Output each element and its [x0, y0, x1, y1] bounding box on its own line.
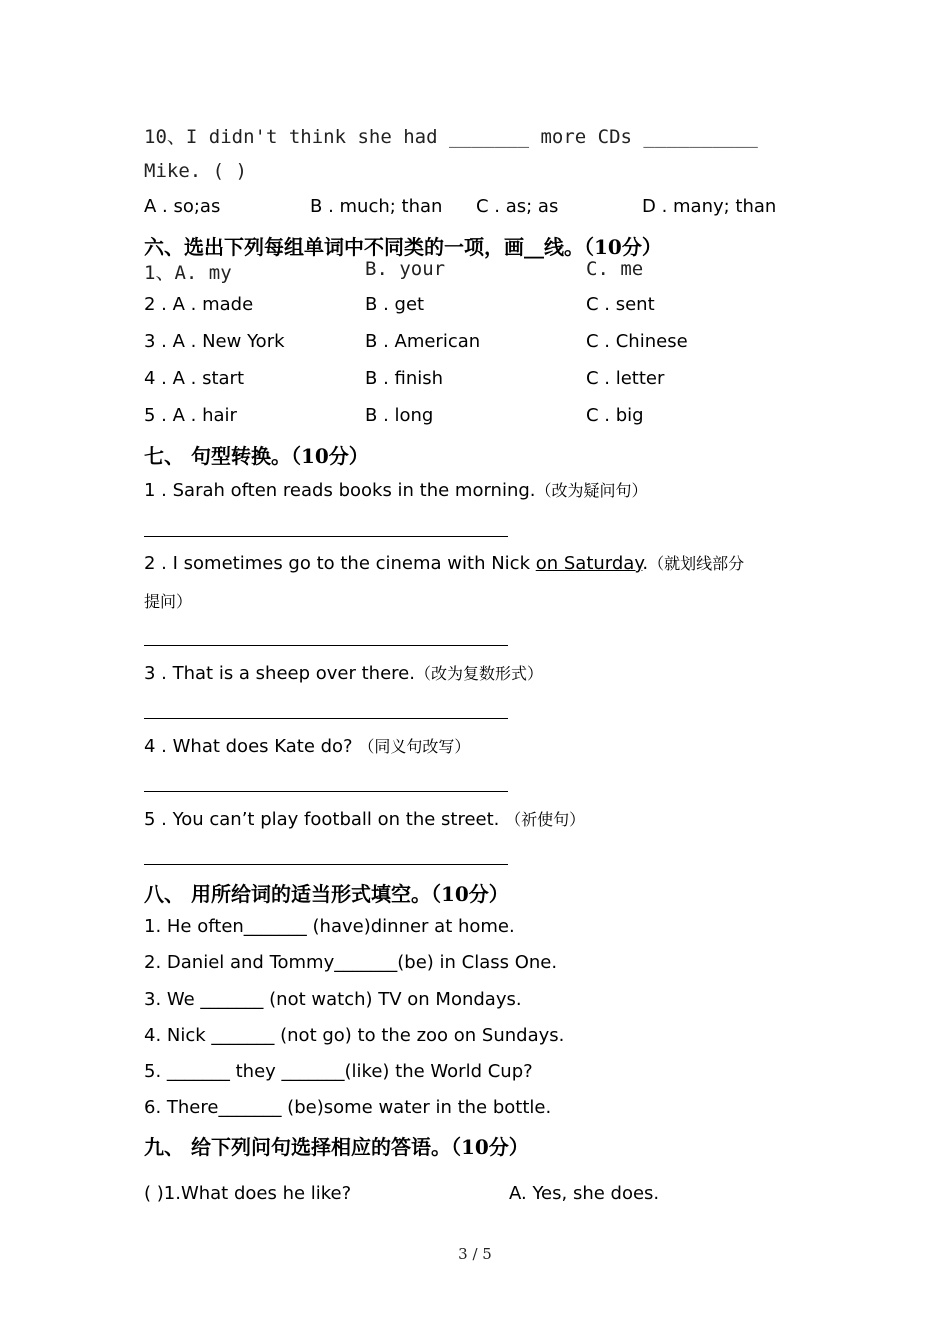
- q10-option-b: B . much; than: [310, 196, 443, 217]
- s6-row1-c: C. me: [586, 258, 644, 280]
- s8-item5: 5. _______ they _______(like) the World Cup?: [144, 1061, 533, 1082]
- s6-row5-c: C . big: [586, 405, 644, 426]
- s7-item5: [144, 807, 585, 830]
- s7-answer-line-4: [144, 791, 508, 792]
- q10-option-c: C . as; as: [476, 196, 559, 217]
- s9-answer-a: A. Yes, she does.: [509, 1183, 660, 1204]
- section6-heading: 六、选出下列每组单词中不同类的一项，画__线。（10分）: [144, 235, 662, 259]
- s7-item1-text: 1 . Sarah often reads books in the morning.: [144, 480, 536, 501]
- section9-heading: 九、 给下列问句选择相应的答语。（10分）: [144, 1135, 529, 1159]
- s8-item3: 3. We _______ (not watch) TV on Mondays.: [144, 989, 522, 1010]
- s7-item2: [144, 551, 744, 574]
- s7-item3-text: 3 . That is a sheep over there.: [144, 663, 415, 684]
- s7-item4-note: （同义句改写）: [358, 737, 471, 756]
- s8-item4: 4. Nick _______ (not go) to the zoo on Sundays.: [144, 1025, 565, 1046]
- s6-row4-b: B . finish: [365, 368, 444, 389]
- s7-item4-text: 4 . What does Kate do?: [144, 736, 359, 757]
- s7-item3-note: （改为复数形式）: [414, 664, 543, 683]
- s6-row1-a: 1、A. my: [144, 262, 232, 284]
- s7-item2-text: 2 . I sometimes go to the cinema with Nick: [144, 553, 536, 574]
- s9-question1: ( )1.What does he like?: [144, 1183, 352, 1204]
- s7-answer-line-3: [144, 718, 508, 719]
- s7-answer-line-2: [144, 645, 508, 646]
- s7-item2-note2: 提问）: [144, 592, 193, 611]
- s6-row5-b: B . long: [365, 405, 434, 426]
- s8-item2: 2. Daniel and Tommy_______(be) in Class One.: [144, 952, 558, 973]
- s6-row3-a: 3 . A . New York: [144, 331, 285, 352]
- s6-row5-a: 5 . A . hair: [144, 405, 237, 426]
- s6-row2-b: B . get: [365, 294, 425, 315]
- s6-row1-b: B. your: [365, 258, 446, 280]
- s6-row4-a: 4 . A . start: [144, 368, 245, 389]
- s8-item6: 6. There_______ (be)some water in the bottle.: [144, 1097, 552, 1118]
- s7-item5-note: （祈使句）: [505, 810, 586, 829]
- s7-item4: [144, 734, 470, 757]
- s6-row4-c: C . letter: [586, 368, 665, 389]
- s6-row3-c: C . Chinese: [586, 331, 688, 352]
- s7-item2-note: （就划线部分: [648, 554, 745, 573]
- s7-item2-underlined: on Saturday: [535, 553, 643, 574]
- s7-item1: [144, 478, 648, 501]
- s6-row2-a: 2 . A . made: [144, 294, 254, 315]
- section7-heading: 七、 句型转换。（10分）: [144, 444, 369, 468]
- s7-item5-text: 5 . You can’t play football on the street.: [144, 809, 506, 830]
- s7-answer-line-1: [144, 536, 508, 537]
- s7-item1-note: （改为疑问句）: [535, 481, 648, 500]
- s7-item3: [144, 661, 543, 684]
- s8-item1: 1. He often_______ (have)dinner at home.: [144, 916, 515, 937]
- q10-option-a: A . so;as: [144, 196, 221, 217]
- section8-heading: 八、 用所给词的适当形式填空。（10分）: [144, 882, 509, 906]
- q10-line2: Mike. ( ): [144, 160, 247, 182]
- q10-option-d: D . many; than: [642, 196, 777, 217]
- page-number: 3 / 5: [458, 1245, 492, 1263]
- q10-line1: 10、I didn't think she had _______ more CDs __________: [144, 126, 758, 148]
- s7-item2-post: .: [642, 553, 649, 574]
- s6-row3-b: B . American: [365, 331, 481, 352]
- s6-row2-c: C . sent: [586, 294, 655, 315]
- s7-answer-line-5: [144, 864, 508, 865]
